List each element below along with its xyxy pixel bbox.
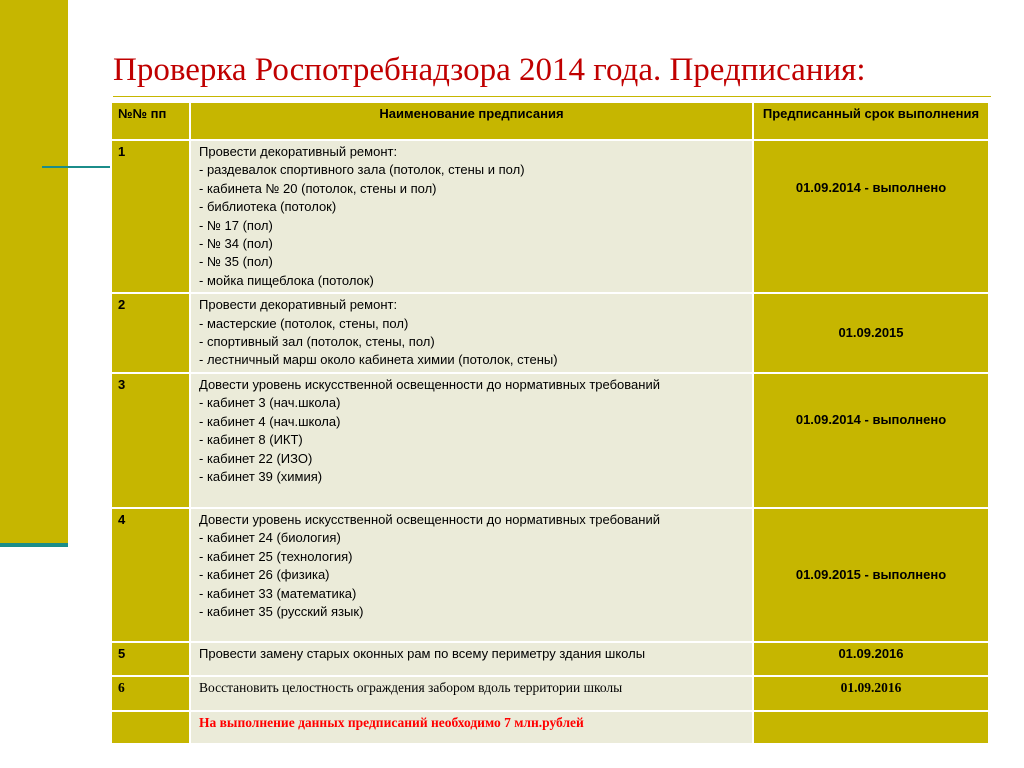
prescriptions-table — [110, 101, 990, 745]
row-line: - лестничный марш около кабинета химии (потолок, стены) — [199, 352, 558, 368]
row-name — [190, 508, 753, 642]
row-deadline — [753, 676, 989, 711]
row-line: - кабинет 25 (технология) — [199, 548, 353, 564]
table-row — [111, 676, 989, 711]
row-line: Провести замену старых оконных рам по всему периметру здания школы — [199, 645, 646, 661]
row-line: - мастерские (потолок, стены, пол) — [199, 315, 409, 331]
table-header-row — [111, 102, 989, 140]
header-name: Наименование предписания — [190, 102, 753, 140]
footer-num — [111, 711, 190, 744]
row-line: - кабинет 8 (ИКТ) — [199, 432, 303, 448]
row-line: - № 34 (пол) — [199, 236, 273, 252]
row-deadline-text: 01.09.2016 — [838, 645, 904, 661]
row-line: - кабинета № 20 (потолок, стены и пол) — [199, 180, 437, 196]
table-footer-row — [111, 711, 989, 744]
row-line: - № 17 (пол) — [199, 217, 273, 233]
footer-deadline — [753, 711, 989, 744]
row-deadline-text: 01.09.2016 — [840, 679, 902, 695]
row-line: - кабинет 3 (нач.школа) — [199, 395, 341, 411]
row-line: Довести уровень искусственной освещенности до нормативных требований — [199, 376, 660, 392]
row-line: Провести декоративный ремонт: — [199, 144, 398, 159]
row-line: - спортивный зал (потолок, стены, пол) — [199, 334, 435, 350]
header-num: №№ пп — [111, 102, 190, 140]
row-num: 1 — [111, 140, 190, 293]
row-num: 3 — [111, 373, 190, 508]
row-line: - библиотека (потолок) — [199, 199, 337, 215]
row-line: Довести уровень искусственной освещенности до нормативных требований — [199, 511, 660, 527]
row-line: - кабинет 22 (ИЗО) — [199, 450, 313, 466]
title-underline — [113, 96, 991, 97]
row-deadline — [753, 508, 989, 642]
row-line: - кабинет 35 (русский язык) — [199, 603, 364, 619]
row-deadline-text: 01.09.2014 - выполнено — [795, 180, 947, 195]
row-name — [190, 140, 753, 293]
row-line: - кабинет 33 (математика) — [199, 585, 357, 601]
row-line: Провести декоративный ремонт: — [199, 297, 398, 313]
row-num: 6 — [111, 676, 190, 711]
table-row — [111, 642, 989, 676]
row-line: - мойка пищеблока (потолок) — [199, 272, 374, 288]
row-name — [190, 642, 753, 676]
row-deadline — [753, 293, 989, 373]
row-deadline — [753, 642, 989, 676]
table-row — [111, 373, 989, 508]
row-deadline-text: 01.09.2015 - выполнено — [795, 566, 947, 582]
footer-note-cell — [190, 711, 753, 744]
title-accent-line — [42, 166, 112, 168]
header-deadline: Предписанный срок выполнения — [753, 102, 989, 140]
row-line: - № 35 (пол) — [199, 254, 273, 270]
left-accent-line — [0, 543, 68, 547]
row-deadline-text: 01.09.2015 — [838, 324, 904, 340]
table-row — [111, 293, 989, 373]
row-num: 4 — [111, 508, 190, 642]
table-row — [111, 508, 989, 642]
row-line: - кабинет 4 (нач.школа) — [199, 413, 341, 429]
page-title: Проверка Роспотребнадзора 2014 года. Предписания: — [113, 52, 866, 88]
row-deadline — [753, 373, 989, 508]
table-row — [111, 140, 989, 293]
row-name — [190, 676, 753, 711]
row-line: - раздевалок спортивного зала (потолок, стены и пол) — [199, 162, 525, 178]
row-deadline — [753, 140, 989, 293]
row-num: 2 — [111, 293, 190, 373]
row-name — [190, 293, 753, 373]
row-line: Восстановить целостность ограждения забором вдоль территории школы — [199, 679, 623, 695]
row-line: - кабинет 24 (биология) — [199, 530, 341, 546]
row-deadline-text: 01.09.2014 - выполнено — [795, 411, 947, 427]
row-line: - кабинет 39 (химия) — [199, 468, 323, 484]
footer-note: На выполнение данных предписаний необходимо 7 млн.рублей — [199, 714, 584, 730]
row-name — [190, 373, 753, 508]
row-num: 5 — [111, 642, 190, 676]
row-line: - кабинет 26 (физика) — [199, 567, 330, 583]
left-accent-bar — [0, 0, 68, 545]
